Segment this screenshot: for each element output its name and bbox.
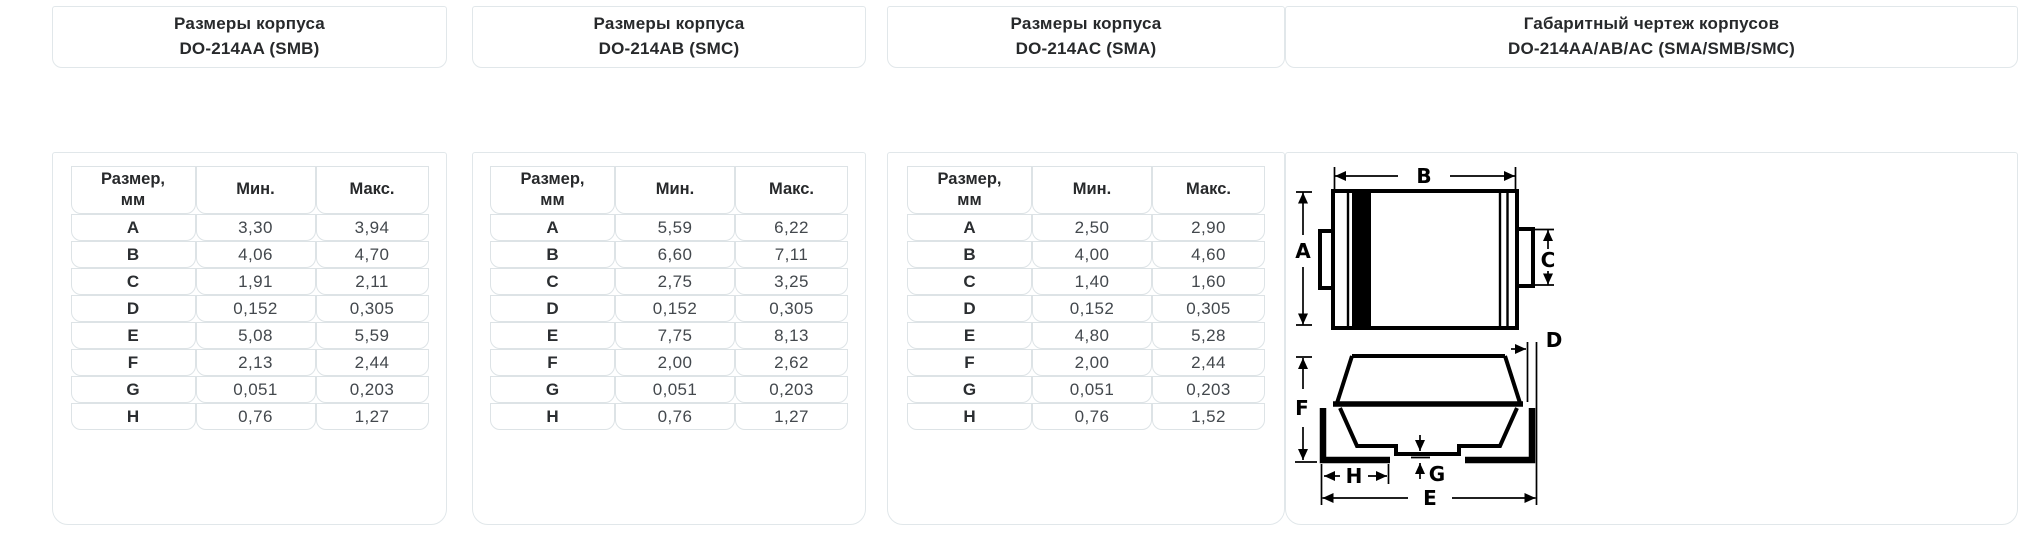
size-label-line2: мм xyxy=(957,191,982,209)
table-row xyxy=(907,403,1265,430)
cell-max: 6,22 xyxy=(735,214,848,241)
cell-dimension: H xyxy=(490,403,615,430)
cell-max: 1,52 xyxy=(1152,403,1265,430)
cell-max: 2,11 xyxy=(316,268,429,295)
cell-min: 2,00 xyxy=(615,349,735,376)
header-line2: DO-214AA/AB/AC (SMA/SMB/SMC) xyxy=(1507,39,1796,58)
cell-max: 0,203 xyxy=(1152,376,1265,403)
table-header-row xyxy=(490,166,848,214)
cell-dimension: C xyxy=(907,268,1032,295)
left-tab xyxy=(1320,231,1333,288)
table-row xyxy=(907,376,1265,403)
cell-min: 5,08 xyxy=(196,322,316,349)
cell-min: 1,91 xyxy=(196,268,316,295)
package-drawing-svg xyxy=(1290,153,1630,524)
cell-max: 7,11 xyxy=(735,241,848,268)
cell-dimension: B xyxy=(71,241,196,268)
dim-label-e: E xyxy=(1423,486,1437,510)
table-row xyxy=(907,349,1265,376)
cell-max: 0,203 xyxy=(316,376,429,403)
cell-dimension: G xyxy=(490,376,615,403)
header-line2: DO-214AC (SMA) xyxy=(1015,39,1157,58)
left-lead xyxy=(1323,408,1390,460)
table-row xyxy=(490,295,848,322)
dimension-card-smb xyxy=(52,152,447,525)
dim-label-d: D xyxy=(1545,328,1563,352)
cell-min: 2,00 xyxy=(1032,349,1152,376)
cell-min: 0,76 xyxy=(1032,403,1152,430)
table-row xyxy=(71,295,429,322)
cell-min: 0,152 xyxy=(196,295,316,322)
dim-label-g: G xyxy=(1428,462,1446,486)
col-header-min: Мин. xyxy=(615,166,735,214)
cell-dimension: H xyxy=(907,403,1032,430)
cell-min: 5,59 xyxy=(615,214,735,241)
table-row xyxy=(490,268,848,295)
cell-min: 0,051 xyxy=(615,376,735,403)
cell-max: 5,28 xyxy=(1152,322,1265,349)
dimension-table-smc xyxy=(490,166,848,430)
table-row xyxy=(907,268,1265,295)
header-line1: Размеры корпуса xyxy=(1010,14,1162,34)
table-header-row xyxy=(71,166,429,214)
side-view xyxy=(1295,328,1562,510)
cell-max: 1,27 xyxy=(735,403,848,430)
table-row xyxy=(907,322,1265,349)
section-header-drawing xyxy=(1285,6,2018,68)
cell-dimension: D xyxy=(71,295,196,322)
cell-dimension: B xyxy=(490,241,615,268)
section-header-sma xyxy=(887,6,1285,68)
cell-max: 4,60 xyxy=(1152,241,1265,268)
cell-min: 0,76 xyxy=(615,403,735,430)
cell-max: 8,13 xyxy=(735,322,848,349)
cathode-band xyxy=(1352,191,1371,328)
size-label-line2: мм xyxy=(540,191,565,209)
dim-label-c: C xyxy=(1540,248,1556,272)
table-row xyxy=(907,214,1265,241)
table-row xyxy=(490,322,848,349)
dimension-table-smb xyxy=(71,166,429,430)
table-row xyxy=(907,295,1265,322)
dim-label-f: F xyxy=(1295,396,1309,420)
col-header-size xyxy=(71,166,196,214)
cell-min: 3,30 xyxy=(196,214,316,241)
col-header-max: Макс. xyxy=(735,166,848,214)
cell-max: 1,60 xyxy=(1152,268,1265,295)
cell-max: 2,44 xyxy=(316,349,429,376)
table-row xyxy=(71,214,429,241)
cell-dimension: F xyxy=(71,349,196,376)
dim-label-h: H xyxy=(1345,464,1363,488)
section-header-smc xyxy=(472,6,866,68)
table-row xyxy=(907,241,1265,268)
size-label-line1: Размер, xyxy=(100,169,165,188)
cell-min: 2,50 xyxy=(1032,214,1152,241)
header-line2: DO-214AB (SMC) xyxy=(598,39,740,58)
dimension-card-sma xyxy=(887,152,1285,525)
table-row xyxy=(490,403,848,430)
table-row xyxy=(490,241,848,268)
cell-min: 0,051 xyxy=(1032,376,1152,403)
table-row xyxy=(490,376,848,403)
cell-dimension: E xyxy=(907,322,1032,349)
cell-min: 4,06 xyxy=(196,241,316,268)
cell-min: 1,40 xyxy=(1032,268,1152,295)
cell-max: 5,59 xyxy=(316,322,429,349)
cell-max: 0,305 xyxy=(316,295,429,322)
table-row xyxy=(490,214,848,241)
cell-min: 7,75 xyxy=(615,322,735,349)
right-tab xyxy=(1517,229,1533,286)
section-header-smb xyxy=(52,6,447,68)
col-header-size xyxy=(907,166,1032,214)
cell-max: 2,62 xyxy=(735,349,848,376)
cell-dimension: D xyxy=(490,295,615,322)
table-header-row xyxy=(907,166,1265,214)
body-top-profile xyxy=(1337,356,1520,403)
table-row xyxy=(71,349,429,376)
top-view xyxy=(1295,164,1555,328)
col-header-min: Мин. xyxy=(1032,166,1152,214)
cell-min: 6,60 xyxy=(615,241,735,268)
header-line1: Размеры корпуса xyxy=(174,14,325,34)
cell-dimension: F xyxy=(490,349,615,376)
table-row xyxy=(71,376,429,403)
cell-dimension: G xyxy=(907,376,1032,403)
header-line2: DO-214AA (SMB) xyxy=(179,39,320,58)
size-label-line1: Размер, xyxy=(520,169,585,188)
table-row xyxy=(71,268,429,295)
cell-max: 0,305 xyxy=(1152,295,1265,322)
cell-dimension: A xyxy=(490,214,615,241)
cell-dimension: B xyxy=(907,241,1032,268)
cell-min: 0,152 xyxy=(1032,295,1152,322)
col-header-size xyxy=(490,166,615,214)
cell-dimension: D xyxy=(907,295,1032,322)
body-bottom-profile xyxy=(1340,408,1517,454)
cell-dimension: F xyxy=(907,349,1032,376)
table-row xyxy=(490,349,848,376)
cell-min: 2,13 xyxy=(196,349,316,376)
cell-max: 1,27 xyxy=(316,403,429,430)
cell-dimension: C xyxy=(71,268,196,295)
cell-max: 2,90 xyxy=(1152,214,1265,241)
size-label-line1: Размер, xyxy=(937,169,1002,188)
table-row xyxy=(71,241,429,268)
cell-min: 0,051 xyxy=(196,376,316,403)
cell-min: 0,152 xyxy=(615,295,735,322)
cell-min: 4,80 xyxy=(1032,322,1152,349)
col-header-max: Макс. xyxy=(1152,166,1265,214)
cell-dimension: H xyxy=(71,403,196,430)
cell-dimension: G xyxy=(71,376,196,403)
header-line1: Габаритный чертеж корпусов xyxy=(1523,14,1780,34)
right-lead xyxy=(1465,408,1532,460)
size-label-line2: мм xyxy=(120,191,146,209)
cell-max: 3,94 xyxy=(316,214,429,241)
cell-max: 4,70 xyxy=(316,241,429,268)
cell-min: 2,75 xyxy=(615,268,735,295)
dim-label-b: B xyxy=(1416,164,1432,188)
cell-dimension: A xyxy=(71,214,196,241)
col-header-min: Мин. xyxy=(196,166,316,214)
package-outline-drawing xyxy=(1290,153,1630,529)
dimension-table-sma xyxy=(907,166,1265,430)
cell-max: 0,305 xyxy=(735,295,848,322)
cell-dimension: C xyxy=(490,268,615,295)
dimension-card-smc xyxy=(472,152,866,525)
cell-max: 0,203 xyxy=(735,376,848,403)
cell-min: 0,76 xyxy=(196,403,316,430)
dim-label-a: A xyxy=(1295,239,1311,263)
cell-dimension: E xyxy=(71,322,196,349)
cell-max: 2,44 xyxy=(1152,349,1265,376)
header-line1: Размеры корпуса xyxy=(593,14,745,34)
cell-min: 4,00 xyxy=(1032,241,1152,268)
col-header-max: Макс. xyxy=(316,166,429,214)
drawing-card xyxy=(1285,152,2018,525)
cell-dimension: E xyxy=(490,322,615,349)
table-row xyxy=(71,322,429,349)
table-row xyxy=(71,403,429,430)
cell-dimension: A xyxy=(907,214,1032,241)
cell-max: 3,25 xyxy=(735,268,848,295)
